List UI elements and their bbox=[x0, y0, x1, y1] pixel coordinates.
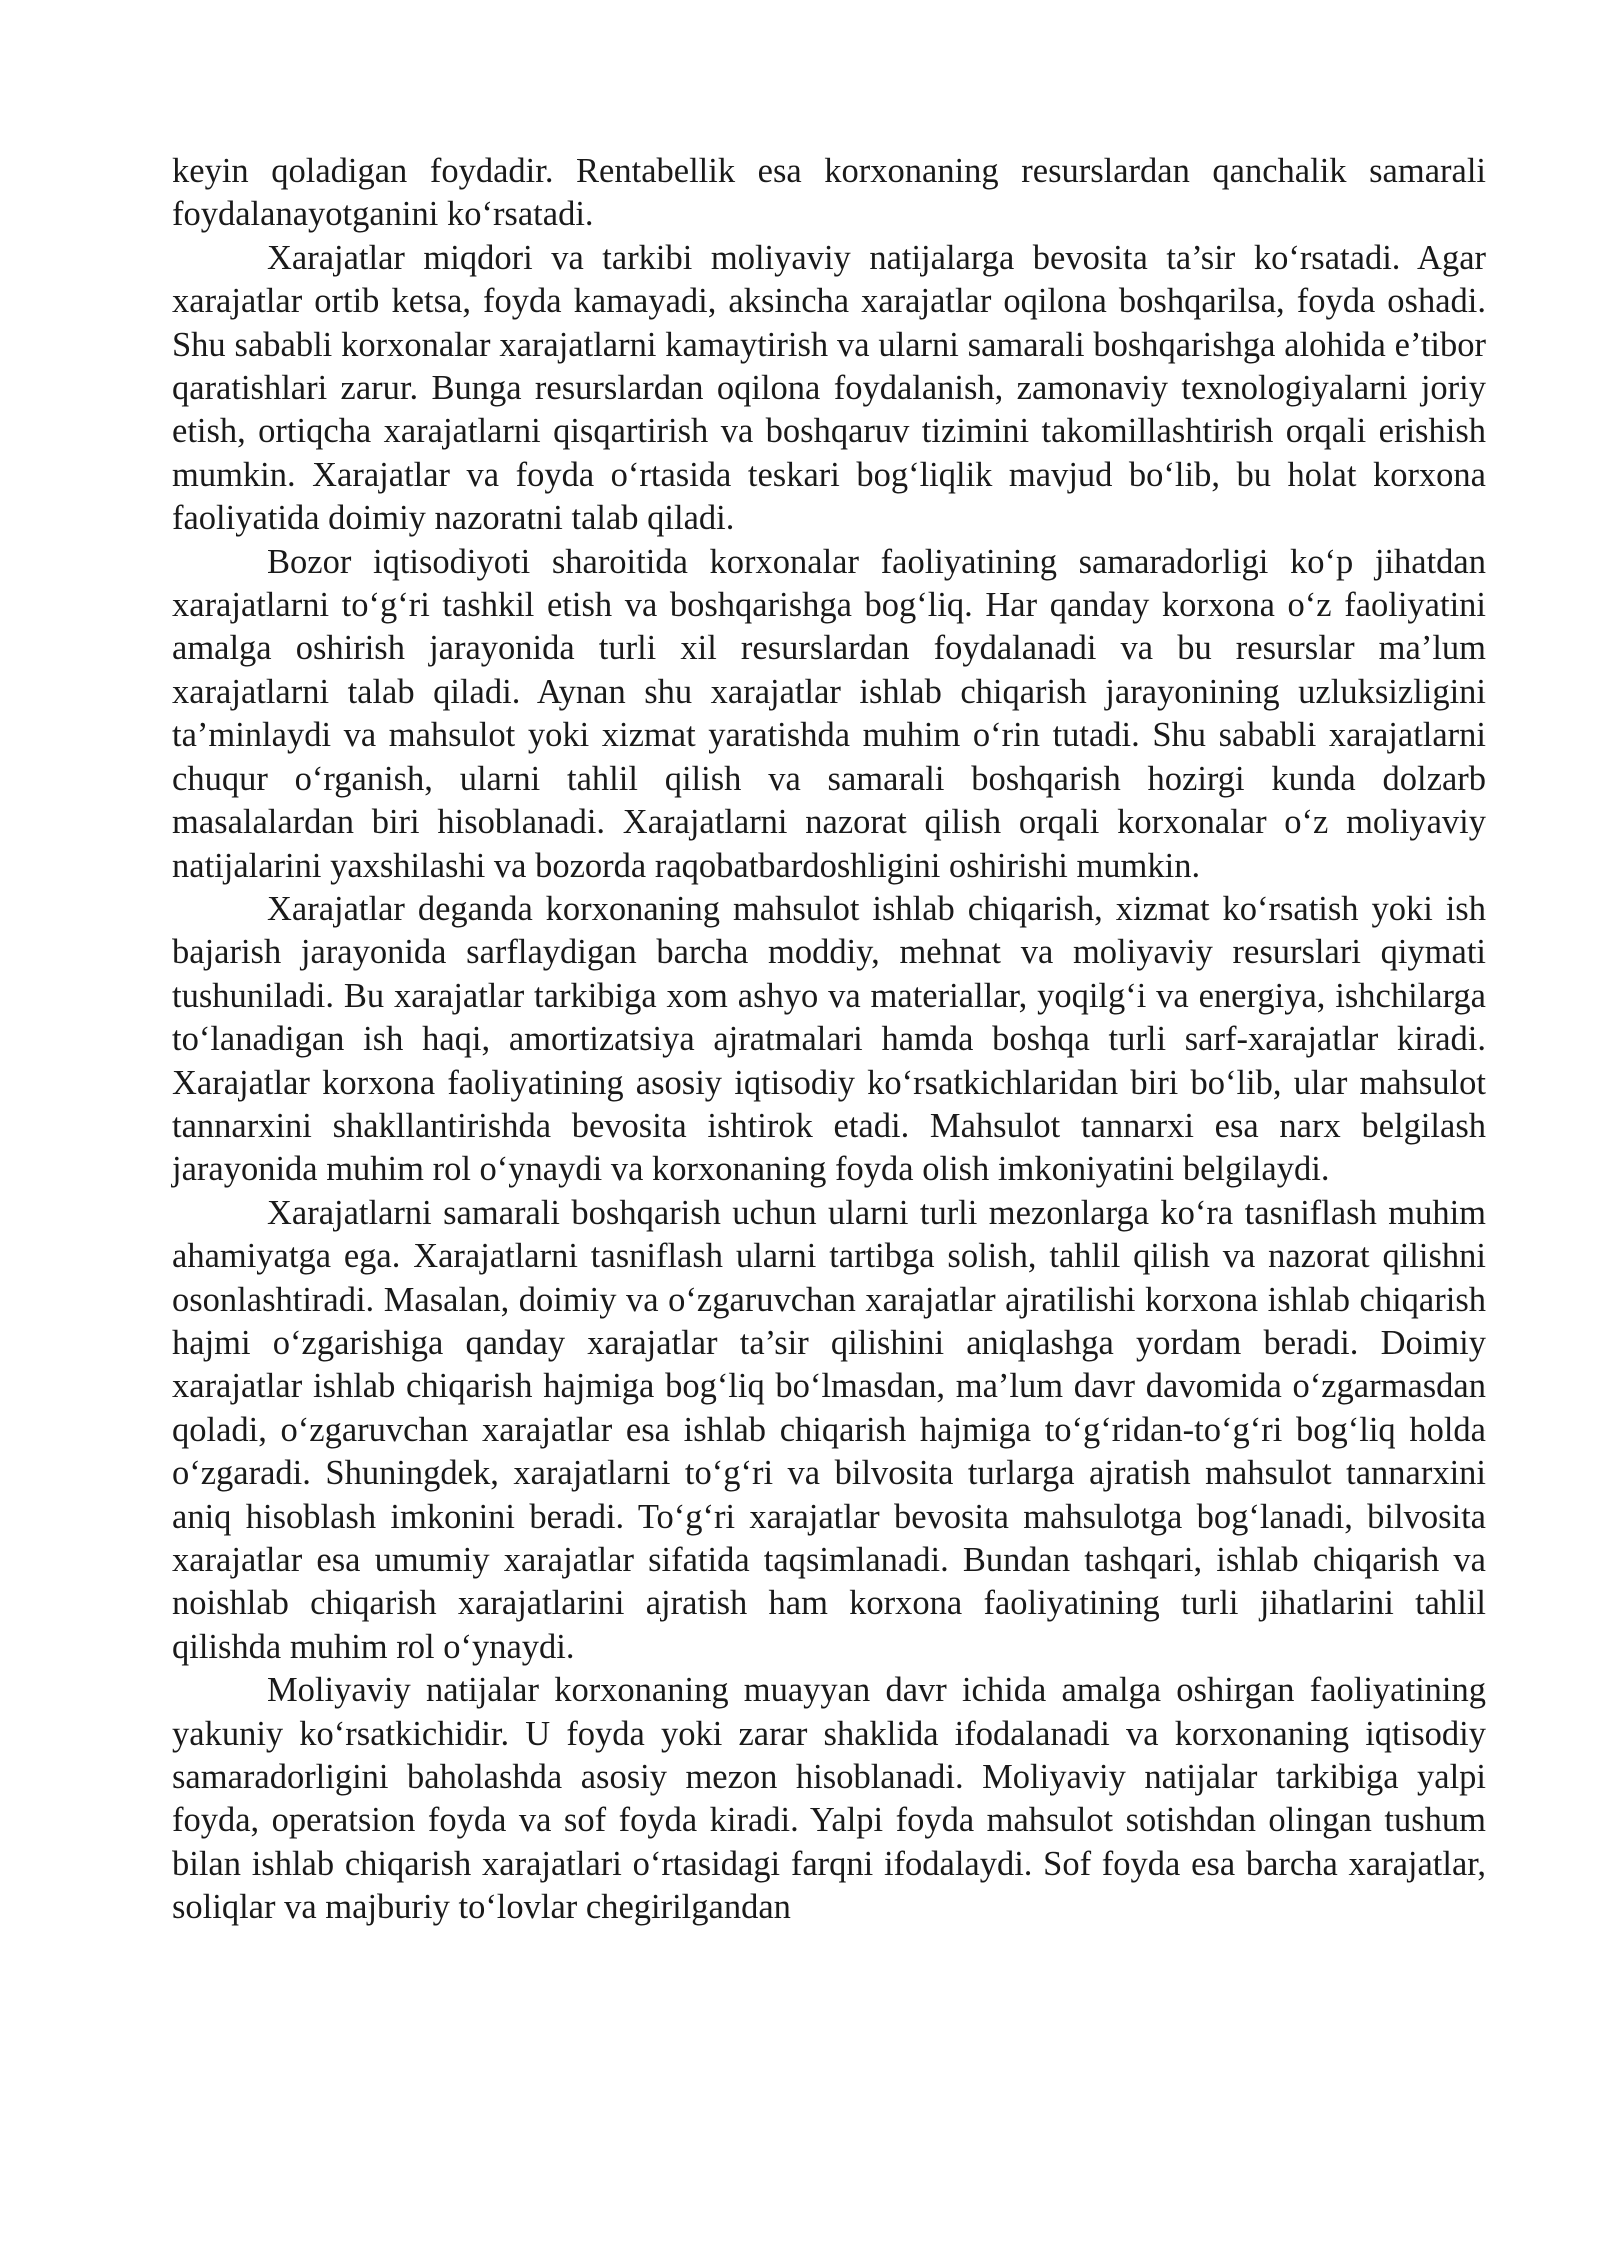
paragraph-costs-classification: Xarajatlarni samarali boshqarish uchun ularni turli mezonlarga ko‘ra tasniflash muhim ahamiyatga ega. Xarajatlarni tasniflash ularni tartibga solish, tahlil qilish va nazorat qilishni osonlashtiradi. Masalan, doimiy va o‘zgaruvchan xarajatlar ajratilishi korxona ishlab chiqarish hajmi o‘zgarishiga qanday xarajatlar ta’sir qilishini aniqlashga yordam beradi. Doimiy xarajatlar ishlab chiqarish hajmiga bog‘liq bo‘lmasdan, ma’lum davr davomida o‘zgarmasdan qoladi, o‘zgaruvchan xarajatlar esa ishlab chiqarish hajmiga to‘g‘ridan-to‘g‘ri bog‘liq holda o‘zgaradi. Shuningdek, xarajatlarni to‘g‘ri va bilvosita turlarga ajratish mahsulot tannarxini aniq hisoblash imkonini beradi. To‘g‘ri xarajatlar bevosita mahsulotga bog‘lanadi, bilvosita xarajatlar esa umumiy xarajatlar sifatida taqsimlanadi. Bundan tashqari, ishlab chiqarish va noishlab chiqarish xarajatlarini ajratish ham korxona faoliyatining turli jihatlarini tahlil qilishda muhim rol o‘ynaydi. bbox=[172, 1193, 1486, 1666]
document-page bbox=[172, 150, 1486, 1930]
paragraph-market-economy: Bozor iqtisodiyoti sharoitida korxonalar faoliyatining samaradorligi ko‘p jihatdan xarajatlarni to‘g‘ri tashkil etish va boshqarishga bog‘liq. Har qanday korxona o‘z faoliyatini amalga oshirish jarayonida turli xil resurslardan foydalanadi va bu resurslar ma’lum xarajatlarni talab qiladi. Aynan shu xarajatlar ishlab chiqarish jarayonining uzluksizligini ta’minlaydi va mahsulot yoki xizmat yaratishda muhim o‘rin tutadi. Shu sababli xarajatlarni chuqur o‘rganish, ularni tahlil qilish va samarali boshqarish hozirgi kunda dolzarb masalalardan biri hisoblanadi. Xarajatlarni nazorat qilish orqali korxonalar o‘z moliyaviy natijalarini yaxshilashi va bozorda raqobatbardoshligini oshirishi mumkin. bbox=[172, 542, 1486, 885]
paragraph-financial-results: Moliyaviy natijalar korxonaning muayyan davr ichida amalga oshirgan faoliyatining yakuniy ko‘rsatkichidir. U foyda yoki zarar shaklida ifodalanadi va korxonaning iqtisodiy samaradorligini baholashda asosiy mezon hisoblanadi. Moliyaviy natijalar tarkibiga yalpi foyda, operatsion foyda va sof foyda kiradi. Yalpi foyda mahsulot sotishdan olingan tushum bilan ishlab chiqarish xarajatlari o‘rtasidagi farqni ifodalaydi. Sof foyda esa barcha xarajatlar, soliqlar va majburiy to‘lovlar chegirilgandan bbox=[172, 1671, 1486, 1927]
paragraph-costs-definition: Xarajatlar deganda korxonaning mahsulot ishlab chiqarish, xizmat ko‘rsatish yoki ish bajarish jarayonida sarflaydigan barcha moddiy, mehnat va moliyaviy resurslari qiymati tushuniladi. Bu xarajatlar tarkibiga xom ashyo va materiallar, yoqilg‘i va energiya, ishchilarga to‘lanadigan ish haqi, amortizatsiya ajratmalari hamda boshqa turli sarf-xarajatlar kiradi. Xarajatlar korxona faoliyatining asosiy iqtisodiy ko‘rsatkichlaridan biri bo‘lib, ular mahsulot tannarxini shakllantirishda bevosita ishtirok etadi. Mahsulot tannarxi esa narx belgilash jarayonida muhim rol o‘ynaydi va korxonaning foyda olish imkoniyatini belgilaydi. bbox=[172, 889, 1486, 1189]
paragraph-costs-and-results: Xarajatlar miqdori va tarkibi moliyaviy natijalarga bevosita ta’sir ko‘rsatadi. Agar xarajatlar ortib ketsa, foyda kamayadi, aksincha xarajatlar oqilona boshqarilsa, foyda oshadi. Shu sababli korxonalar xarajatlarni kamaytirish va ularni samarali boshqarishga alohida e’tibor qaratishlari zarur. Bunga resurslardan oqilona foydalanish, zamonaviy texnologiyalarni joriy etish, ortiqcha xarajatlarni qisqartirish va boshqaruv tizimini takomillashtirish orqali erishish mumkin. Xarajatlar va foyda o‘rtasida teskari bog‘liqlik mavjud bo‘lib, bu holat korxona faoliyatida doimiy nazoratni talab qiladi. bbox=[172, 238, 1486, 538]
paragraph-continuation: keyin qoladigan foydadir. Rentabellik esa korxonaning resurslardan qanchalik samarali foydalanayotganini ko‘rsatadi. bbox=[172, 152, 1486, 234]
